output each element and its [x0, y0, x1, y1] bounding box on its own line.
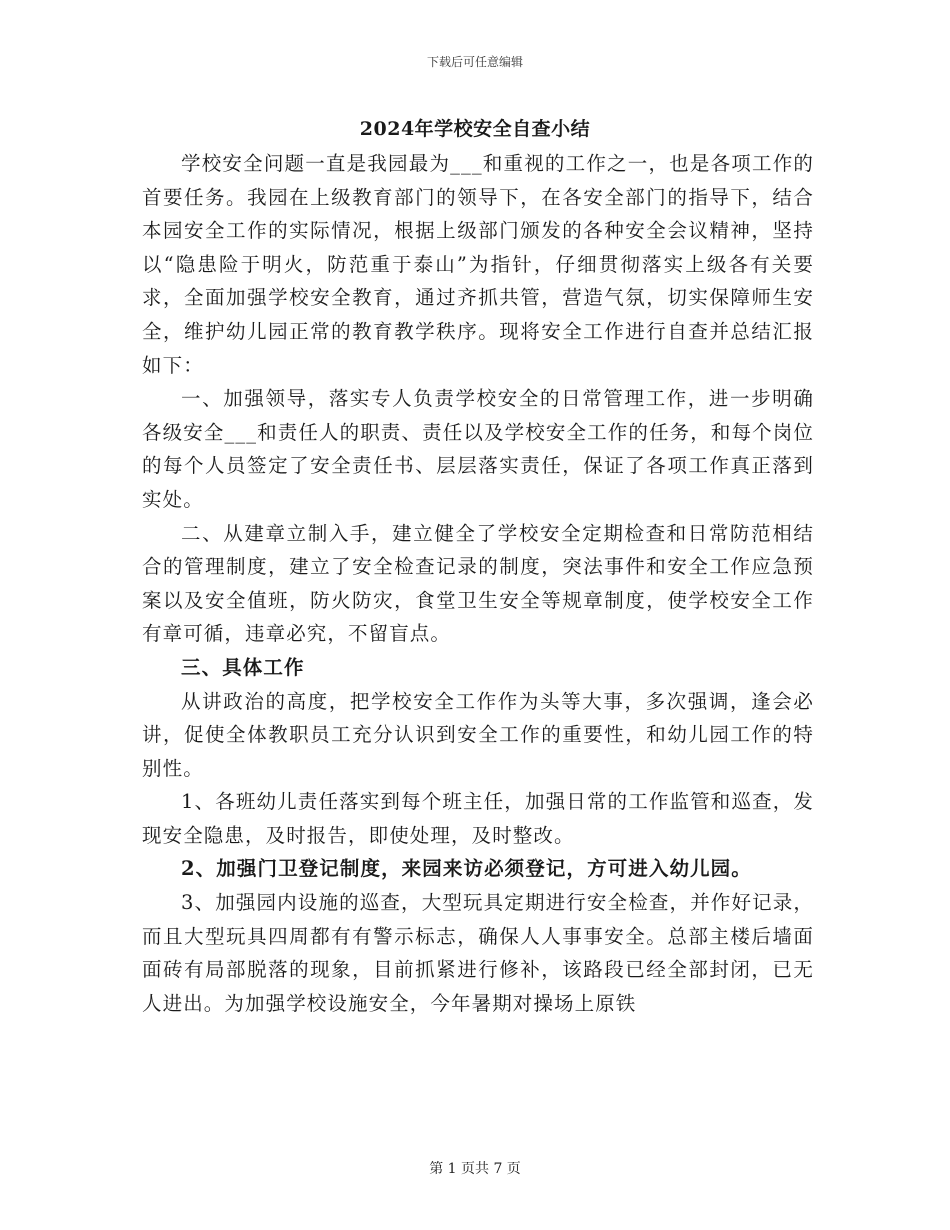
paragraph-section-1: 一、加强领导，落实专人负责学校安全的日常管理工作，进一步明确各级安全___和责任人的职责、责任以及学校安全工作的任务，和每个岗位的每个人员签定了安全责任书、层层落实责任，保证了各项工作真正落到实处。 [142, 387, 814, 511]
section-heading-3: 三、具体工作 [181, 655, 305, 679]
paragraph-section-2: 二、从建章立制入手，建立健全了学校安全定期检查和日常防范相结合的管理制度，建立了安全检查记录的制度，突法事件和安全工作应急预案以及安全值班，防火防灾，食堂卫生安全等规章制度，使学校安全工作有章可循，违章必究，不留盲点。 [142, 521, 814, 646]
document-title: 2024年学校安全自查小结 [359, 118, 591, 140]
paragraph-section-3-intro: 从讲政治的高度，把学校安全工作作为头等大事，多次强调，逢会必讲，促使全体教职员工充分认识到安全工作的重要性，和幼儿园工作的特别性。 [142, 689, 814, 780]
paragraph-item-2: 2、加强门卫登记制度，来园来访必须登记，方可进入幼儿园。 [181, 857, 752, 881]
page-footer-number: 第 1 页共 7 页 [429, 1161, 521, 1177]
paragraph-item-3: 3、加强园内设施的巡查，大型玩具定期进行安全检查，并作好记录，而且大型玩具四周都有有警示标志，确保人人事事安全。总部主楼后墙面面砖有局部脱落的现象，目前抓紧进行修补，该路段已经全部封闭，已无人进出。为加强学校设施安全，今年暑期对操场上原铁 [142, 891, 814, 1015]
page-header-note: 下载后可任意编辑 [426, 55, 523, 69]
paragraph-intro: 学校安全问题一直是我园最为___和重视的工作之一，也是各项工作的首要任务。我园在上级教育部门的领导下，在各安全部门的指导下，结合本园安全工作的实际情况，根据上级部门颁发的各种安全会议精神，坚持以“隐患险于明火，防范重于泰山”为指针，仔细贯彻落实上级各有关要求，全面加强学校安全教育，通过齐抓共管，营造气氛，切实保障师生安全，维护幼儿园正常的教育教学秩序。现将安全工作进行自查并总结汇报如下： [142, 152, 814, 377]
document-body [142, 147, 814, 1020]
paragraph-item-1: 1、各班幼儿责任落实到每个班主任，加强日常的工作监管和巡查，发现安全隐患，及时报告，即使处理，及时整改。 [142, 790, 814, 847]
